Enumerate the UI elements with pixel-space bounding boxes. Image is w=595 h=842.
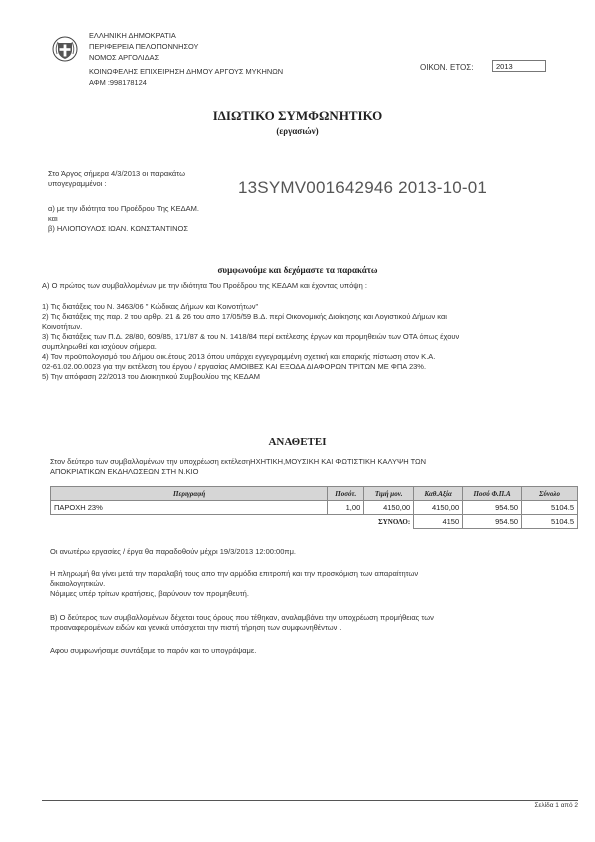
registry-watermark: 13SYMV001642946 2013-10-01	[238, 178, 488, 197]
clause-item: 02-61.02.00.0023 για την εκτέλεση του έργου / εργασίας ΑΜΟΙΒΕΣ ΚΑΙ ΕΞΟΔΑ ΔΙΑΦΟΡΩΝ ΤΡΙΤΩΝ ΜΕ ΦΠΑ 23%.	[42, 362, 427, 371]
page-number: Σελίδα 1 από 2	[534, 802, 578, 809]
intro-text	[48, 169, 185, 189]
table-row	[51, 501, 578, 515]
fiscal-year-field: 2013	[492, 60, 546, 72]
col-header-description: Περιγραφή	[51, 487, 328, 501]
clause-b-line: προαναφερομένων ειδών και γενικά υπόσχεται την πιστή τήρηση των συμφωνηθέντων .	[50, 623, 342, 632]
header-line-tax-id: ΑΦΜ :998178124	[89, 78, 147, 87]
col-header-unit-price: Τιμή μον.	[364, 487, 414, 501]
clause-a: Α) Ο πρώτος των συμβαλλομένων με την ιδιότητα Του Προέδρου της ΚΕΔΑΜ και έχοντας υπόψη :	[42, 281, 367, 290]
clause-item: Κοινοτήτων.	[42, 322, 83, 331]
clause-item: συμπληρωθεί και ισχύουν σήμερα.	[42, 342, 157, 351]
parties-list	[48, 204, 199, 234]
assign-line: Στον δεύτερο των συμβαλλομένων την υποχρέωση εκτέλεσηΗΧΗΤΙΚΗ,ΜΟΥΣΙΚΗ ΚΑΙ ΦΩΤΙΣΤΙΚΗ ΚΑΛΥΨΗ ΤΩΝ	[50, 457, 427, 466]
total-net-value: 4150	[414, 515, 463, 529]
assign-text	[50, 457, 578, 477]
clause-b-line: Β) Ο δεύτερος των συμβαλλομένων δέχεται τους όρους που τέθηκαν, αναλαμβάνει την υποχρέωση προμήθειας των	[50, 613, 434, 622]
assign-line: ΑΠΟΚΡΙΑΤΙΚΩΝ ΕΚΔΗΛΩΣΕΩΝ ΣΤΗ Ν.ΚΙΟ	[50, 467, 199, 476]
cell-quantity: 1,00	[328, 501, 364, 515]
grand-total: 5104.5	[522, 515, 578, 529]
clause-item: 2) Τις διατάξεις της παρ. 2 του αρθρ. 21 & 26 του απο 17/05/59 Β.Δ. περί Οικονομικής Διοίκησης και Λογιστικού Δήμων και	[42, 312, 447, 321]
cell-vat: 954.50	[463, 501, 522, 515]
cell-unit-price: 4150,00	[364, 501, 414, 515]
clause-item: 4) Τον προϋπολογισμό του Δήμου οικ.έτους 2013 όπου υπάρχει εγγεγραμμένη σχετική και επαρκής πίστωση στον Κ.Α.	[42, 352, 436, 361]
items-table	[50, 486, 578, 529]
cell-total: 5104.5	[522, 501, 578, 515]
col-header-total: Σύνολο	[522, 487, 578, 501]
footer-divider	[42, 800, 578, 801]
payment-text	[50, 569, 578, 599]
cell-net-value: 4150,00	[414, 501, 463, 515]
party-conjunction: και	[48, 214, 58, 223]
col-header-vat: Ποσό Φ.Π.Α	[463, 487, 522, 501]
clause-item: 5) Την απόφαση 22/2013 του Διοικητικού Συμβουλίου της ΚΕΔΑΜ	[42, 372, 261, 381]
deductions-line: Νόμιμες υπέρ τρίτων κρατήσεις, βαρύνουν τον προμηθευτή.	[50, 589, 249, 598]
closing-text: Αφου συμφωνήσαμε συντάξαμε το παρόν και το υπογράψαμε.	[50, 646, 257, 655]
clause-item: 3) Τις διατάξεις των Π.Δ. 28/80, 609/85, 171/87 & του Ν. 1418/84 περί εκτέλεσης έργων και προμηθειών των ΟΤΑ όπως έχουν	[42, 332, 460, 341]
header-line-country: ΕΛΛΗΝΙΚΗ ΔΗΜΟΚΡΑΤΙΑ	[89, 31, 176, 40]
intro-line: υπογεγραμμένοι :	[48, 179, 107, 188]
party-first: α) με την ιδιότητα του Προέδρου Της ΚΕΔΑΜ.	[48, 204, 199, 213]
col-header-quantity: Ποσότ.	[328, 487, 364, 501]
clauses-list	[42, 302, 578, 382]
table-totals-row	[51, 515, 578, 529]
clause-item: 1) Τις διατάξεις του Ν. 3463/06 " Κώδικας Δήμων και Κοινοτήτων"	[42, 302, 259, 311]
total-vat: 954.50	[463, 515, 522, 529]
fiscal-year-label: ΟΙΚΟΝ. ΕΤΟΣ:	[420, 63, 474, 72]
document-subtitle: (εργασιών)	[276, 126, 319, 136]
cell-description: ΠΑΡΟΧΗ 23%	[51, 501, 328, 515]
intro-line: Στο Άργος σήμερα 4/3/2013 οι παρακάτω	[48, 169, 185, 178]
header-line-organization: ΚΟΙΝΩΦΕΛΗΣ ΕΠΙΧΕΙΡΗΣΗ ΔΗΜΟΥ ΑΡΓΟΥΣ ΜΥΚΗΝΩΝ	[89, 67, 284, 76]
header-line-region: ΠΕΡΙΦΕΡΕΙΑ ΠΕΛΟΠΟΝΝΗΣΟΥ	[89, 42, 199, 51]
delivery-text: Οι ανωτέρω εργασίες / έργα θα παραδοθούν μέχρι 19/3/2013 12:00:00πμ.	[50, 547, 296, 556]
header-line-prefecture: ΝΟΜΟΣ ΑΡΓΟΛΙΔΑΣ	[89, 53, 160, 62]
totals-label: ΣΥΝΟΛΟ:	[51, 515, 414, 529]
assign-heading: ΑΝΑΘΕΤΕΙ	[268, 436, 327, 448]
agree-heading: συμφωνούμε και δεχόμαστε τα παρακάτω	[217, 265, 378, 275]
payment-line: Η πληρωμή θα γίνει μετά την παραλαβή τους απο την αρμόδια επιτροπή και την προσκόμιση των απαραίτητων	[50, 569, 419, 578]
clause-b	[50, 613, 578, 633]
payment-line: δικαιολογητικών.	[50, 579, 106, 588]
party-second: β) ΗΛΙΟΠΟΥΛΟΣ ΙΩΑΝ. ΚΩΝΣΤΑΝΤΙΝΟΣ	[48, 224, 189, 233]
document-title: ΙΔΙΩΤΙΚΟ ΣΥΜΦΩΝΗΤΙΚΟ	[212, 108, 383, 123]
table-header-row	[51, 487, 578, 501]
greek-crest-icon	[52, 36, 78, 62]
col-header-net-value: Καθ.Αξία	[414, 487, 463, 501]
